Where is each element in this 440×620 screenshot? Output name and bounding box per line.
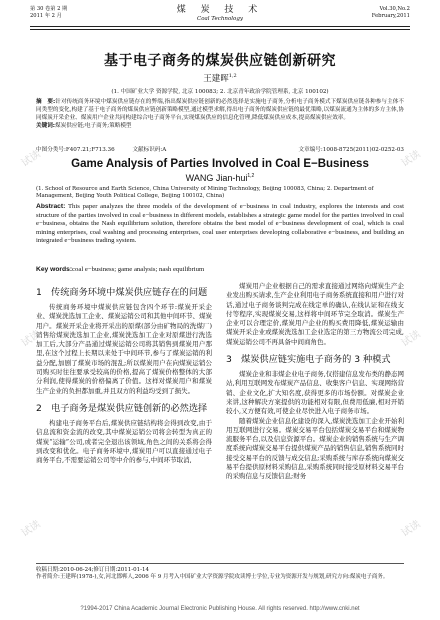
- header-volume-en: [372, 6, 410, 20]
- author-name-cn: 王建晖: [203, 74, 229, 84]
- abstract-cn: [36, 98, 404, 130]
- copyright-line: ?1994-2017 China Academic Journal Electronic Publishing House. All rights reserved. http://www.cnki.net: [80, 606, 360, 612]
- keywords-en: [36, 266, 404, 273]
- body-column-right: [226, 282, 404, 482]
- received-date: 收稿日期:2010-06-24;修订日期:2011-01-14: [36, 567, 149, 573]
- affiliation-en: (1. School of Resource and Earth Science, China University of Mining Technology, Beijing 100083, China; 2. Department of Management, Beijing Youth Political College, Beijing 100102, China): [36, 186, 374, 199]
- section-1-paragraph: 传统商务环境中煤炭供应链包含四个环节:煤炭开采企业、煤炭洗选加工企业、煤炭运销公司和其他中间环节、煤炭用户。煤炭开采企业将开采出的原煤(部分由矿物局的洗煤厂)销售给煤炭洗选加工企业,煤炭洗选加工企业对原煤进行洗选加工后,大部分产品通过煤炭运销公司将其销售到煤炭用户那里,在这个过程上长期以来处于中间环节,参与了煤炭运销的利益分配,加剧了煤炭市场的混乱;所以煤炭用户在向煤炭运销公司购买时往往要承受较高的价格,提高了煤炭价格整体的大部分利润,使得煤炭的价格偏离了价值。这样对煤炭用户和煤炭生产企业的负担都加重,并且双方的利益均受到了损失。: [36, 303, 212, 395]
- header-volume-line-en: Vol.30,No.2: [379, 6, 410, 12]
- watermark: 试读: [399, 518, 423, 540]
- watermark: 试读: [399, 328, 423, 350]
- doc-code: 文献标识码:A: [132, 147, 167, 153]
- header-rule: [30, 26, 410, 30]
- header-date-line: 2011 年 2 月: [30, 13, 62, 19]
- watermark: 试读: [19, 518, 43, 540]
- section-3-paragraph-2: 随着煤炭企业信息化建设的深入,煤炭洗选加工企业开始利用互联网进行交易。煤炭交易平台包括煤炭交易平台和煤炭物流服务平台,以及信息资源平台。煤炭企业的销售系统与生产调度系统向煤炭交易平台提供煤炭产品的销售信息,销售系统同时接受交易平台的反馈与成交信息;采购系统与库存系统向煤炭交易平台提供原材料采购信息,采购系统同时接受原材料交易平台的采购信息与反馈信息;财务: [226, 416, 404, 481]
- section-1-heading: 1 传统商务环境中煤炭供应链存在的问题: [36, 287, 208, 298]
- body-column-left: [36, 282, 212, 465]
- affiliation-cn: (1. 中国矿业大学 资源学院, 北京 100083; 2. 北京青年政治学院管理系, 北京 100102): [111, 89, 329, 95]
- section-3-heading: 3 煤炭供应链实施电子商务的 3 种模式: [226, 354, 391, 366]
- footnote: [36, 563, 404, 581]
- abstract-cn-label: 摘 要:: [36, 99, 56, 105]
- watermark: 试读: [19, 328, 43, 350]
- running-header: [30, 3, 410, 29]
- watermark: 试读: [399, 148, 423, 170]
- author-bio: 作者简介:王建晖(1978-),女,河北邯郸人,2006 年 9 月考入中国矿业大学资源学院攻读博士学位,专业为资源开发与规划,研究方向:煤炭电子商务。: [36, 574, 389, 581]
- keywords-en-text: coal e−business; game analysis; nash equilibrium: [72, 266, 205, 273]
- clc-number: 中图分类号:F407.21;F713.36: [36, 147, 115, 153]
- author-cn: [0, 72, 440, 84]
- author-sup-en: 1,2: [247, 173, 255, 179]
- section-3-paragraph-1: 煤炭企业和非煤企业电子商务,仅搭建信息发布类的静态网站,利用互联网发布煤炭产品信息、收集客户信息、实现网络营销、企业文化,扩大知名度,获得更多的市场份额。对煤炭企业来讲,这种解决方案提供的功能相对有限,但费用低廉,相对开销较小,又方便有效,可使企业尽快进入电子商务市场。: [226, 370, 404, 416]
- classification-line: [36, 147, 404, 155]
- journal-name-cn: 煤 炭 技 术: [176, 5, 264, 15]
- article-number: 文章编号:1008-8725(2011)02-0252-03: [298, 147, 404, 153]
- abstract-cn-text: 针对传统商务环境中煤炭供应链存在的弊端,指出煤炭供应链创新的必然选择是实施电子商务,分析电子商务模式下煤炭供应链各种参与主体不同类型的变化,构建了基于电子商务的煤炭供应链创新策略模型,通过模型求解,得出电子商务的煤炭供应链的最优策略,以煤炭流通为主体的多方主体,协同煤炭开采企业、煤炭用户企业共同构建综合电子商务平台,实现煤炭供应的信息化管理,降低煤炭供应成本,提高煤炭供应效率。: [36, 99, 404, 121]
- section-2-paragraph: 构建电子商务平台后,煤炭供应链结构将会得到改变,由于信息流和资金流的改变,其中煤炭运销公司将会转型为真正的煤炭“运输”公司,或者完全退出该领域,角色之间的关系将会得到改变和优化。电子商务环境中,煤炭用户可以直接通过电子商务平台,不需要运销公司等中介的参与,中间环节取消,: [36, 418, 212, 465]
- journal-name-en: Coal Technology: [197, 16, 243, 22]
- abstract-en-text: This paper analyzes the three models of the development of e−business in coal industry, explores the interests and cost structure of the parties involved in coal e−business in different models, establishes a strategic game model for the parties involved in coal e−business, obtains the Nash equilibrium solution, therefore obtains the best model of e−business development of coal, which is coal mining enterprises, coal washing and processing enterprises, coal user enterprises developing collaborative e−business, and building an integrated e−business trading system.: [36, 203, 404, 244]
- header-journal-name: [30, 5, 410, 23]
- abstract-en-label: Abstract:: [36, 203, 66, 210]
- author-sup-cn: 1,2: [228, 73, 237, 80]
- article-title-cn: 基于电子商务的煤炭供应链创新研究: [104, 53, 336, 69]
- header-date-line-en: February,2011: [371, 13, 410, 19]
- keywords-en-label: Key words:: [36, 266, 73, 273]
- author-en: [0, 173, 440, 183]
- section-2-heading: 2 电子商务是煤炭供应链创新的必然选择: [36, 402, 208, 414]
- keywords-cn-text: 煤炭供应链;电子商务;策略模型: [55, 123, 132, 129]
- keywords-cn-label: 关键词:: [36, 123, 56, 129]
- header-volume-line: 第 30 卷第 2 期: [30, 6, 68, 12]
- section-2-continued-paragraph: 煤炭用户企业根据自己的需求直接通过网络向煤炭生产企业发出购买请求,生产企业利用电子商务系统直接和用户进行对话,通过电子商务谈判完成在线定单的确认,在线认证和在线支付等程序,实现煤炭交易,这样将中间环节完全取消。煤炭生产企业可以合理定价,煤炭用户企业的购买费用降低,煤炭运输由煤炭开采企业或煤炭洗选加工企业选定的第三方物流公司完成,煤炭运销公司不再具备中间商角色。: [226, 282, 404, 346]
- article-title-en: Game Analysis of Parties Involved in Coal E−Business: [71, 158, 369, 170]
- watermark: 试读: [19, 148, 43, 170]
- abstract-en: [36, 203, 404, 246]
- author-name-en: WANG Jian-hui: [185, 173, 248, 183]
